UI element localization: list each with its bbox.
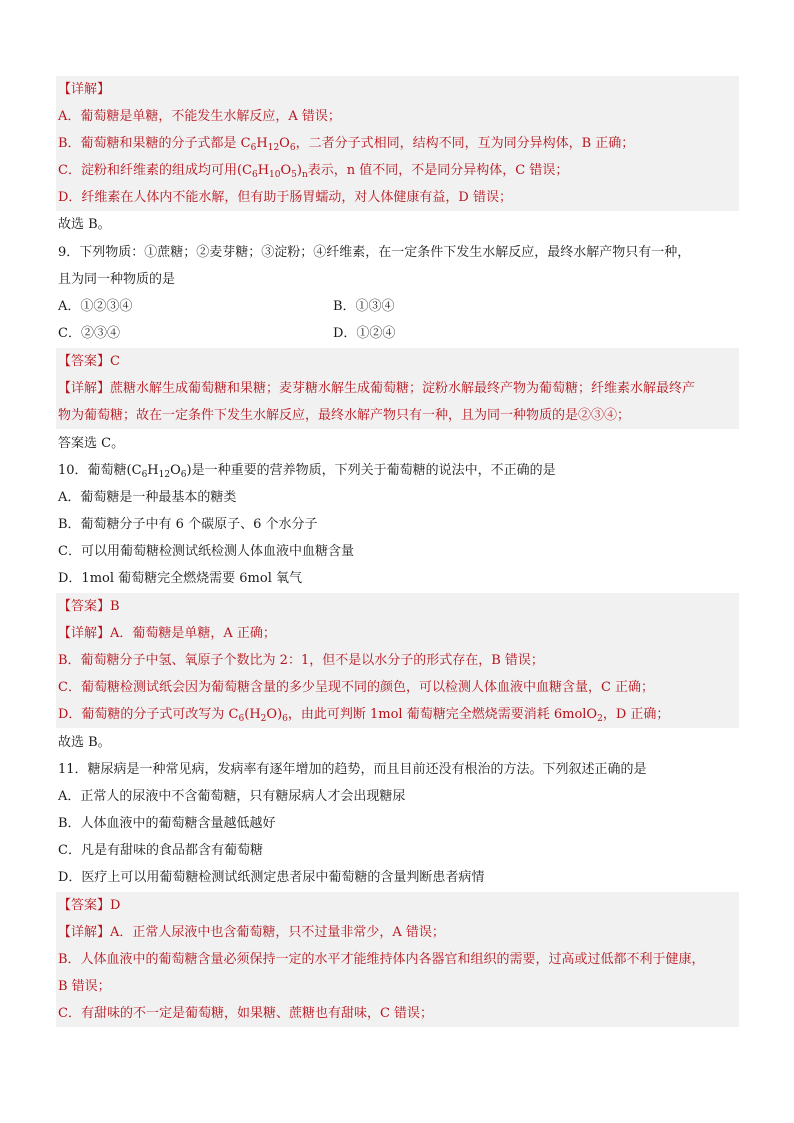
- q10-option-a: A．葡萄糖是一种最基本的糖类: [58, 490, 237, 505]
- detail-label: 【详解】: [58, 925, 111, 940]
- subscript: 12: [267, 143, 280, 153]
- detail-label-text: 【详解】: [58, 82, 111, 97]
- q10-conclusion: 故选 B。: [58, 735, 111, 750]
- detail-label: 【详解】: [58, 381, 111, 396]
- q11-option-d: D．医疗上可以用葡萄糖检测试纸测定患者尿中葡萄糖的含量判断患者病情: [58, 870, 485, 885]
- subscript: 2: [597, 714, 603, 724]
- formula-text: C．淀粉和纤维素的组成均可用(C: [58, 163, 252, 178]
- q9-option-b: B．①③④: [333, 299, 395, 314]
- formula-text: 10．葡萄糖(C: [58, 463, 142, 478]
- answer-label: 【答案】: [58, 354, 111, 369]
- block1-line-d: D．纤维素在人体内不能水解，但有助于肠胃蠕动，对人体健康有益，D 错误；: [56, 184, 739, 211]
- q11-answer: [56, 892, 739, 919]
- answer-label: 【答案】: [58, 898, 111, 913]
- q11-option-a: A．正常人的尿液中不含葡萄糖，只有糖尿病人才会出现糖尿: [58, 789, 406, 804]
- q10-detail-d: [56, 701, 739, 728]
- subscript: 2: [260, 714, 267, 724]
- q9-detail-line2: 物为葡萄糖；故在一定条件下发生水解反应，最终水解产物只有一种，且为同一种物质的是②③④；: [56, 402, 739, 429]
- q9-option-c: C．②③④: [58, 326, 120, 341]
- q10-answer: [56, 593, 739, 620]
- detail-label-1: [56, 76, 739, 103]
- formula-text: D．葡萄糖的分子式可改写为 C: [58, 707, 239, 722]
- q9-option-d: D．①②④: [333, 326, 396, 341]
- q9-answer: [56, 348, 739, 375]
- q11-detail-b1: B．人体血液中的葡萄糖含量必须保持一定的水平才能维持体内各器官和组织的需要，过高或过低都不利于健康，: [56, 946, 739, 973]
- subscript: 6: [282, 714, 288, 724]
- q9-detail-line1: [56, 375, 739, 402]
- formula-text: O: [280, 163, 292, 178]
- q10-detail-c: C．葡萄糖检测试纸会因为葡萄糖含量的多少呈现不同的颜色，可以检测人体血液中血糖含量，C 正确；: [56, 674, 739, 701]
- q10-option-c: C．可以用葡萄糖检测试纸检测人体血液中血糖含量: [58, 544, 354, 559]
- q10-option-d: D．1mol 葡萄糖完全燃烧需要 6mol 氧气: [58, 571, 302, 586]
- q10-option-b: B．葡萄糖分子中有 6 个碳原子、6 个水分子: [58, 517, 318, 532]
- q11-option-c: C．凡是有甜味的食品都含有葡萄糖: [58, 843, 263, 858]
- formula-text: H: [147, 463, 159, 478]
- q9-option-a: A．①②③④: [58, 299, 133, 314]
- formula-text: O): [266, 707, 283, 722]
- formula-text: H: [256, 136, 268, 151]
- q9-stem-line1: 9．下列物质：①蔗糖；②麦芽糖；③淀粉；④纤维素，在一定条件下发生水解反应，最终水解产物只有一种，: [58, 245, 691, 260]
- q11-detail-a: [56, 919, 739, 946]
- q11-option-b: B．人体血液中的葡萄糖含量越低越好: [58, 816, 276, 831]
- detail-text: A．葡萄糖是单糖，A 正确；: [110, 626, 276, 641]
- subscript: n: [301, 170, 308, 180]
- formula-text: H: [257, 163, 270, 178]
- subscript: 6: [251, 170, 258, 180]
- block1-line-a: A．葡萄糖是单糖，不能发生水解反应，A 错误；: [56, 103, 739, 130]
- q10-detail-b: B．葡萄糖分子中氢、氧原子个数比为 2：1，但不是以水分子的形式存在，B 错误；: [56, 647, 739, 674]
- subscript: 10: [269, 170, 281, 180]
- block1-line-c: [56, 157, 739, 184]
- formula-text: )是一种重要的营养物质，下列关于葡萄糖的说法中，不正确的是: [186, 463, 556, 478]
- subscript: 12: [158, 470, 171, 480]
- q11-detail-b2: B 错误；: [56, 973, 739, 1000]
- detail-label: 【详解】: [58, 626, 111, 641]
- formula-text: O: [170, 463, 181, 478]
- subscript: 6: [141, 470, 148, 480]
- block1-line-b: [56, 130, 739, 157]
- block1-conclusion: 故选 B。: [58, 217, 111, 232]
- formula-text: ，由此可判断 1mol 葡萄糖完全燃烧需要消耗 6molO: [287, 707, 598, 722]
- formula-text: ，D 正确；: [602, 707, 670, 722]
- detail-text: A．正常人尿液中也含葡萄糖，只不过量非常少，A 错误；: [110, 925, 445, 940]
- answer-value: C: [110, 354, 120, 369]
- answer-value: D: [110, 898, 121, 913]
- detail-text: 蔗糖水解生成葡萄糖和果糖；麦芽糖水解生成葡萄糖；淀粉水解最终产物为葡萄糖；纤维素水解最终产: [110, 381, 696, 396]
- subscript: 6: [289, 143, 296, 153]
- q10-stem: [56, 457, 739, 484]
- answer-label: 【答案】: [58, 599, 111, 614]
- q11-detail-c: C．有甜味的不一定是葡萄糖，如果糖、蔗糖也有甜味，C 错误；: [56, 1000, 739, 1027]
- formula-text: 表示，n 值不同，不是同分异构体，C 错误；: [307, 163, 569, 178]
- answer-value: B: [110, 599, 120, 614]
- formula-text: ，二者分子式相同，结构不同，互为同分异构体，B 正确；: [295, 136, 635, 151]
- subscript: 6: [250, 143, 257, 153]
- formula-text: ): [296, 163, 302, 178]
- q11-stem: 11．糖尿病是一种常见病，发病率有逐年增加的趋势，而且目前还没有根治的方法。下列叙述正确的是: [58, 762, 647, 777]
- formula-text: B．葡萄糖和果糖的分子式都是 C: [58, 136, 251, 151]
- subscript: 6: [238, 714, 245, 724]
- formula-text: (H: [244, 707, 261, 722]
- q9-stem-line2: 且为同一种物质的是: [58, 272, 176, 287]
- subscript: 6: [180, 470, 187, 480]
- q9-conclusion: 答案选 C。: [58, 436, 125, 451]
- formula-text: O: [279, 136, 290, 151]
- subscript: 5: [291, 170, 297, 180]
- q10-detail-a: [56, 620, 739, 647]
